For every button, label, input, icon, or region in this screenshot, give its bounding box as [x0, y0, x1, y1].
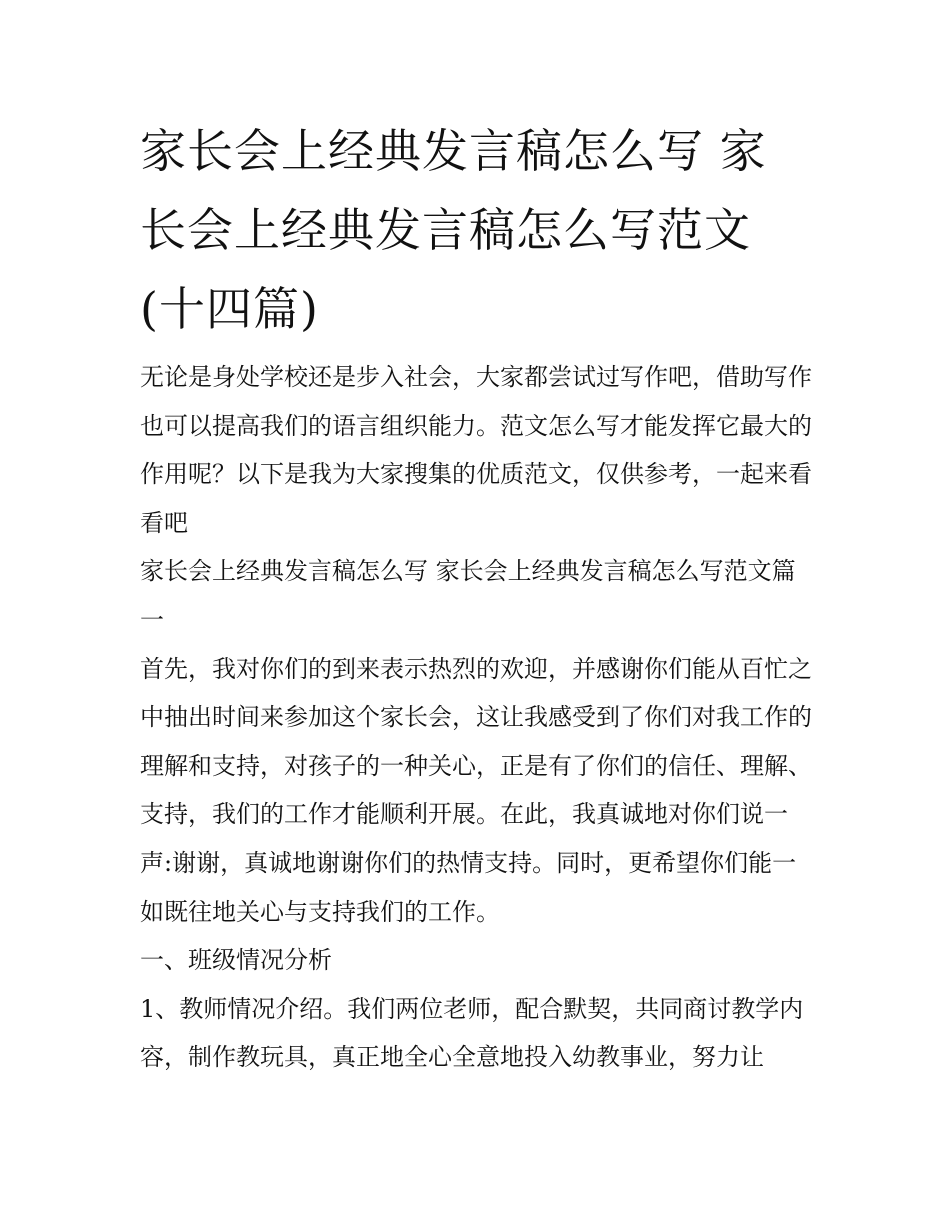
body-paragraph: 1、教师情况介绍。我们两位老师，配合默契，共同商讨教学内容，制作教玩具，真正地全心全意地投入幼教事业，努力让: [140, 994, 804, 1072]
intro-paragraph: 无论是身处学校还是步入社会，大家都尝试过写作吧，借助写作也可以提高我们的语言组织能力。范文怎么写才能发挥它最大的作用呢？以下是我为大家搜集的优质范文，仅供参考，一起来看看吧: [140, 363, 812, 537]
document-title: 家长会上经典发言稿怎么写 家长会上经典发言稿怎么写范文(十四篇): [140, 124, 767, 336]
subheading: 一、班级情况分析: [140, 946, 332, 975]
document-page: [140, 112, 812, 1082]
section-heading: 家长会上经典发言稿怎么写 家长会上经典发言稿怎么写范文篇一: [140, 557, 796, 634]
body-paragraph: 首先，我对你们的到来表示热烈的欢迎，并感谢你们能从百忙之中抽出时间来参加这个家长会，这让我感受到了你们对我工作的理解和支持，对孩子的一种关心，正是有了你们的信任、理解、支持，我们的工作才能顺利开展。在此，我真诚地对你们说一声:谢谢，真诚地谢谢你们的热情支持。同时，更希望你们能一如既往地关心与支持我们的工作。: [140, 654, 812, 926]
